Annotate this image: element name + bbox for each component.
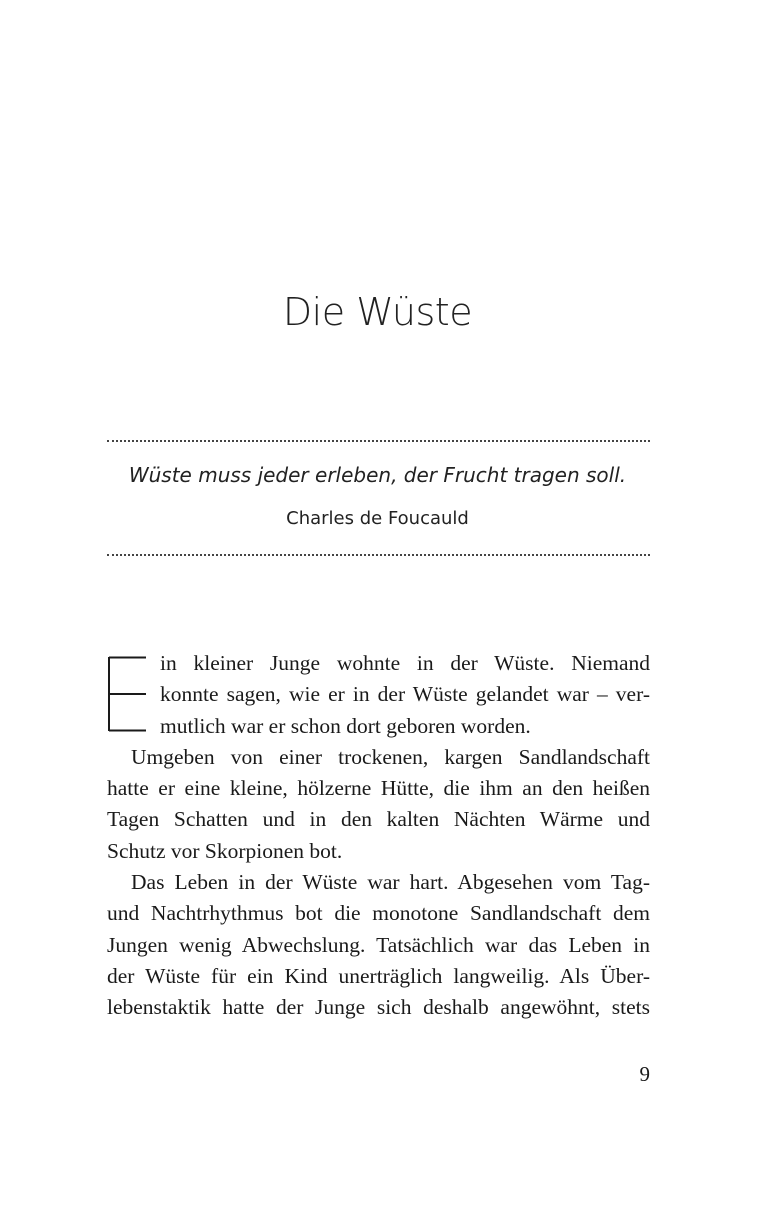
chapter-body [107, 648, 650, 1024]
chapter-title: Die Wüste [282, 290, 473, 334]
page-number: 9 [639, 1062, 650, 1086]
text-line: Umgeben von einer trockenen, kargen Sandlandschaft [131, 744, 650, 769]
text-line: und Nachtrhythmus bot die monotone Sandlandschaft dem [107, 901, 650, 926]
epigraph-author: Charles de Foucauld [286, 508, 469, 529]
text-line: Schutz vor Skorpionen bot. [107, 838, 343, 863]
text-line: hatte er eine kleine, hölzerne Hütte, die ihm an den heißen [107, 776, 650, 801]
text-line: Jungen wenig Abwechslung. Tatsächlich war das Leben in [107, 932, 650, 957]
text-line: in kleiner Junge wohnte in der Wüste. Niemand [160, 651, 650, 675]
epigraph-quote: Wüste muss jeder erleben, der Frucht tragen soll. [128, 463, 627, 487]
divider-top [107, 440, 650, 442]
text-line: mutlich war er schon dort geboren worden. [160, 713, 531, 738]
text-line: der Wüste für ein Kind unerträglich langweilig. Als Über- [107, 963, 650, 988]
text-line: lebenstaktik hatte der Junge sich deshalb angewöhnt, stets [107, 995, 650, 1020]
text-line: konnte sagen, wie er in der Wüste gelandet war – ver- [160, 682, 650, 707]
text-line: Das Leben in der Wüste war hart. Abgesehen vom Tag- [131, 870, 650, 895]
text-line: Tagen Schatten und in den kalten Nächten Wärme und [107, 807, 650, 832]
divider-bottom [107, 554, 650, 556]
